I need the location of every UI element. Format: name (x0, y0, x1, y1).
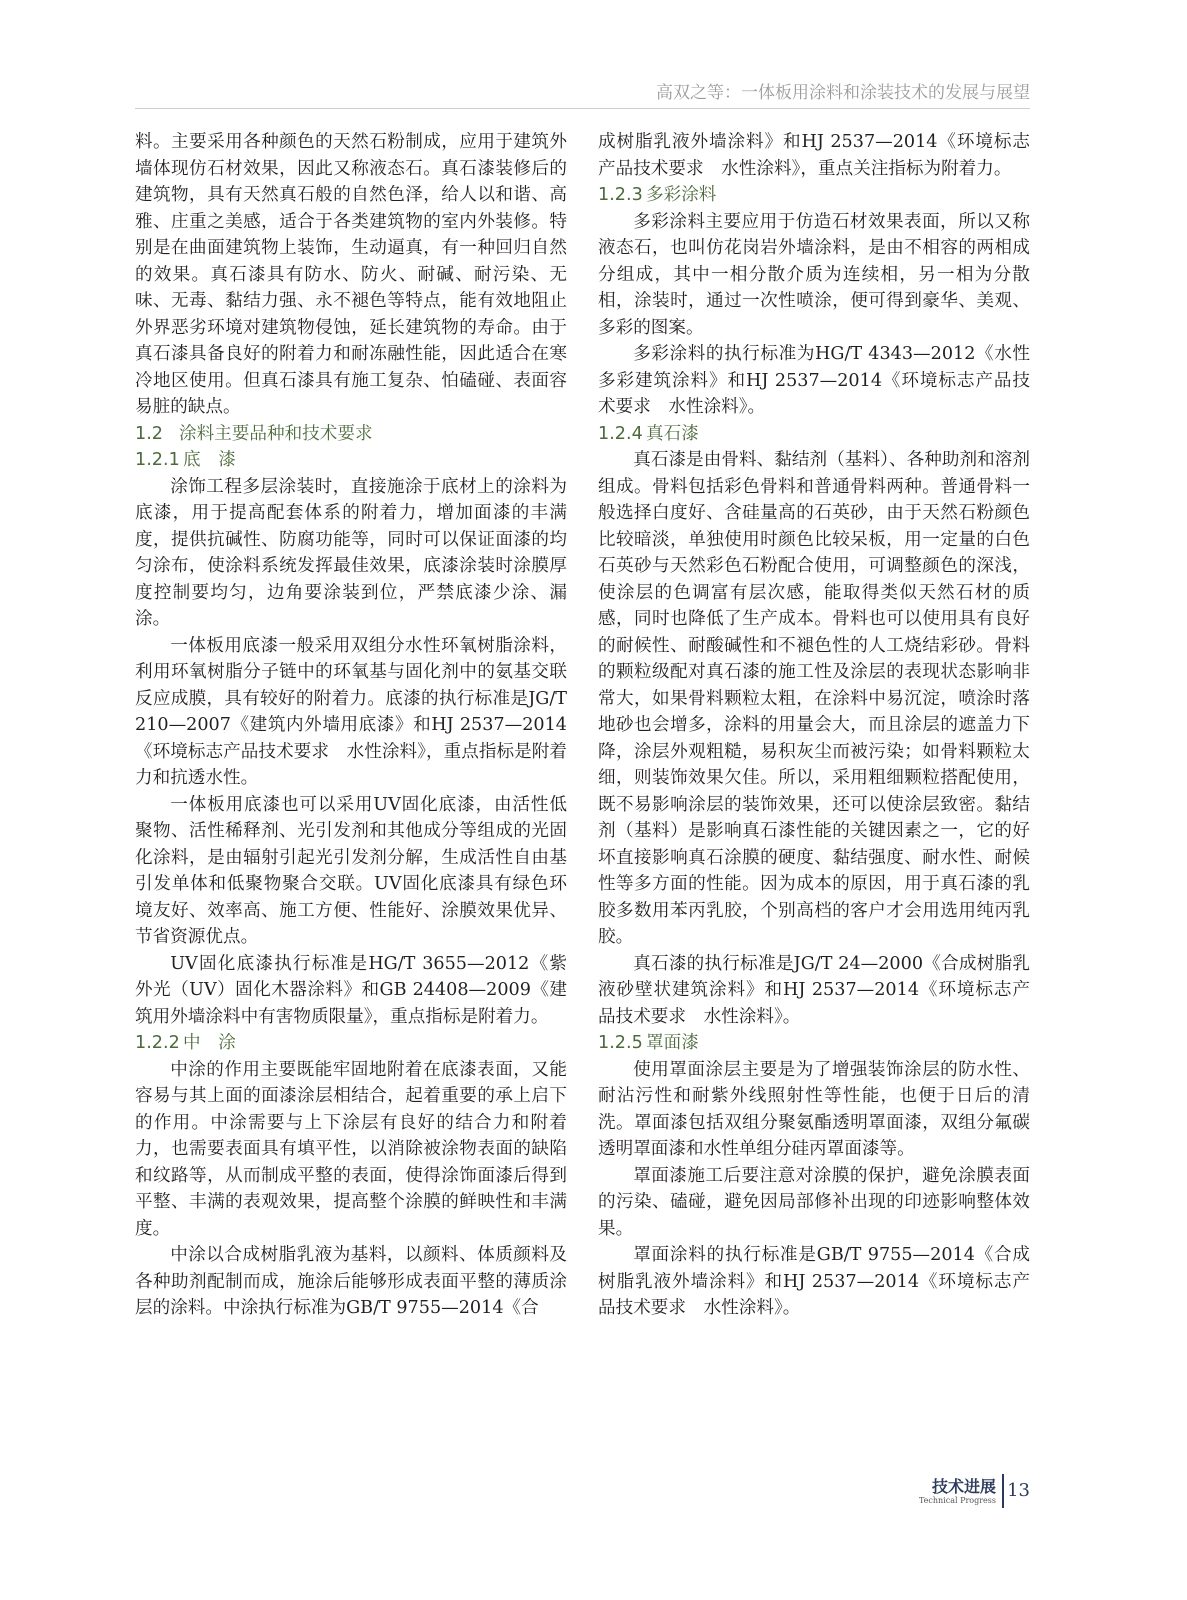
section-number: 1.2.3 (598, 185, 643, 205)
section-heading (598, 421, 1030, 448)
running-title: 高双之等：一体板用涂料和涂装技术的发展与展望 (656, 83, 1030, 103)
section-number: 1.2.1 (135, 450, 180, 470)
section-title: 真石漆 (646, 423, 699, 444)
section-title: 多彩涂料 (646, 185, 717, 205)
section-number: 1.2.4 (598, 423, 643, 444)
section-title: 中 涂 (183, 1033, 236, 1053)
section-number: 1.2 (135, 423, 163, 444)
paragraph: 多彩涂料的执行标准为HG/T 4343—2012《水性多彩建筑涂料》和HJ 2537—2014《环境标志产品技术要求 水性涂料》。 (598, 344, 1030, 417)
page-footer (900, 1472, 1030, 1516)
footer-divider (1002, 1474, 1004, 1508)
left-column (135, 129, 567, 1322)
right-column (598, 129, 1030, 1322)
running-header (135, 80, 1030, 109)
section-number: 1.2.5 (598, 1033, 643, 1053)
paragraph: 成树脂乳液外墙涂料》和HJ 2537—2014《环境标志产品技术要求 水性涂料》，重点关注指标为附着力。 (598, 132, 1030, 179)
section-heading (598, 182, 1030, 209)
paragraph: 中涂以合成树脂乳液为基料，以颜料、体质颜料及各种助剂配制而成，施涂后能够形成表面平整的薄质涂层的涂料。中涂执行标准为GB/T 9755—2014《合 (135, 1245, 567, 1318)
paragraph: 一体板用底漆一般采用双组分水性环氧树脂涂料，利用环氧树脂分子链中的环氧基与固化剂中的氨基交联反应成膜，具有较好的附着力。底漆的执行标准是JG/T 210—2007《建筑内外墙用底漆》和HJ 2537—2014《环境标志产品技术要求 水性涂料》，重点指标是附着力和抗透水性。 (135, 635, 567, 788)
section-title: 底 漆 (183, 450, 236, 470)
paragraph: 罩面涂料的执行标准是GB/T 9755—2014《合成树脂乳液外墙涂料》和HJ 2537—2014《环境标志产品技术要求 水性涂料》。 (598, 1245, 1030, 1318)
section-heading (135, 447, 567, 474)
paragraph: 真石漆的执行标准是JG/T 24—2000《合成树脂乳液砂壁状建筑涂料》和HJ 2537—2014《环境标志产品技术要求 水性涂料》。 (598, 953, 1030, 1027)
page-number: 13 (1007, 1480, 1030, 1501)
footer-section-en: Technical Progress (918, 1496, 996, 1505)
paragraph: 料。主要采用各种颜色的天然石粉制成，应用于建筑外墙体现仿石材效果，因此又称液态石。真石漆装修后的建筑物，具有天然真石般的自然色泽，给人以和谐、高雅、庄重之美感，适合于各类建筑物的室内外装修。特别是在曲面建筑物上装饰，生动逼真，有一种回归自然的效果。真石漆具有防水、防火、耐碱、耐污染、无味、无毒、黏结力强、永不褪色等特点，能有效地阻止外界恶劣环境对建筑物侵蚀，延长建筑物的寿命。由于真石漆具备良好的附着力和耐冻融性能，因此适合在寒冷地区使用。但真石漆具有施工复杂、怕磕碰、表面容易脏的缺点。 (135, 132, 567, 417)
footer-section: 技术进展 (931, 1477, 996, 1496)
section-title: 涂料主要品种和技术要求 (179, 423, 373, 444)
paragraph: 真石漆是由骨料、黏结剂（基料）、各种助剂和溶剂组成。骨料包括彩色骨料和普通骨料两种。普通骨料一般选择白度好、含硅量高的石英砂，由于天然石粉颜色比较暗淡，单独使用时颜色比较呆板，用一定量的白色石英砂与天然彩色石粉配合使用，可调整颜色的深浅，使涂层的色调富有层次感，能取得类似天然石材的质感，同时也降低了生产成本。骨料也可以使用具有良好的耐候性、耐酸碱性和不褪色性的人工烧结彩砂。骨料的颗粒级配对真石漆的施工性及涂层的表现状态影响非常大，如果骨料颗粒太粗，在涂料中易沉淀，喷涂时落地砂也会增多，涂料的用量会大，而且涂层的遮盖力下降，涂层外观粗糙，易积灰尘而被污染；如骨料颗粒太细，则装饰效果欠佳。所以，采用粗细颗粒搭配使用，既不易影响涂层的装饰效果，还可以使涂层致密。黏结剂（基料）是影响真石漆性能的关键因素之一，它的好坏直接影响真石涂膜的硬度、黏结强度、耐水性、耐候性等多方面的性能。因为成本的原因，用于真石漆的乳胶多数用苯丙乳胶，个别高档的客户才会用选用纯丙乳胶。 (598, 450, 1030, 947)
section-heading (135, 1030, 567, 1057)
paragraph: UV固化底漆执行标准是HG/T 3655—2012《紫外光（UV）固化木器涂料》和GB 24408—2009《建筑用外墙涂料中有害物质限量》，重点指标是附着力。 (135, 953, 567, 1027)
paragraph: 一体板用底漆也可以采用UV固化底漆，由活性低聚物、活性稀释剂、光引发剂和其他成分等组成的光固化涂料，是由辐射引起光引发剂分解，生成活性自由基引发单体和低聚物聚合交联。UV固化底漆具有绿色环境友好、效率高、施工方便、性能好、涂膜效果优异、节省资源优点。 (135, 794, 567, 947)
paragraph: 使用罩面涂层主要是为了增强装饰涂层的防水性、耐沾污性和耐紫外线照射性等性能，也便于日后的清洗。罩面漆包括双组分聚氨酯透明罩面漆，双组分氟碳透明罩面漆和水性单组分硅丙罩面漆等。 (598, 1059, 1030, 1159)
section-title: 罩面漆 (646, 1033, 699, 1053)
paragraph: 多彩涂料主要应用于仿造石材效果表面，所以又称液态石，也叫仿花岗岩外墙涂料，是由不相容的两相成分组成，其中一相分散介质为连续相，另一相为分散相，涂装时，通过一次性喷涂，便可得到豪华、美观、多彩的图案。 (598, 211, 1030, 338)
section-heading (598, 1030, 1030, 1057)
paragraph: 涂饰工程多层涂装时，直接施涂于底材上的涂料为底漆，用于提高配套体系的附着力，增加面漆的丰满度，提供抗碱性、防腐功能等，同时可以保证面漆的均匀涂布，使涂料系统发挥最佳效果，底漆涂装时涂膜厚度控制要均匀，边角要涂装到位，严禁底漆少涂、漏涂。 (135, 476, 567, 629)
section-heading (135, 421, 567, 448)
section-number: 1.2.2 (135, 1033, 180, 1053)
paragraph: 中涂的作用主要既能牢固地附着在底漆表面，又能容易与其上面的面漆涂层相结合，起着重要的承上启下的作用。中涂需要与上下涂层有良好的结合力和附着力，也需要表面具有填平性，以消除被涂物表面的缺陷和纹路等，从而制成平整的表面，使得涂饰面漆后得到平整、丰满的表观效果，提高整个涂膜的鲜映性和丰满度。 (135, 1059, 567, 1239)
paragraph: 罩面漆施工后要注意对涂膜的保护，避免涂膜表面的污染、磕碰，避免因局部修补出现的印迹影响整体效果。 (598, 1165, 1030, 1239)
